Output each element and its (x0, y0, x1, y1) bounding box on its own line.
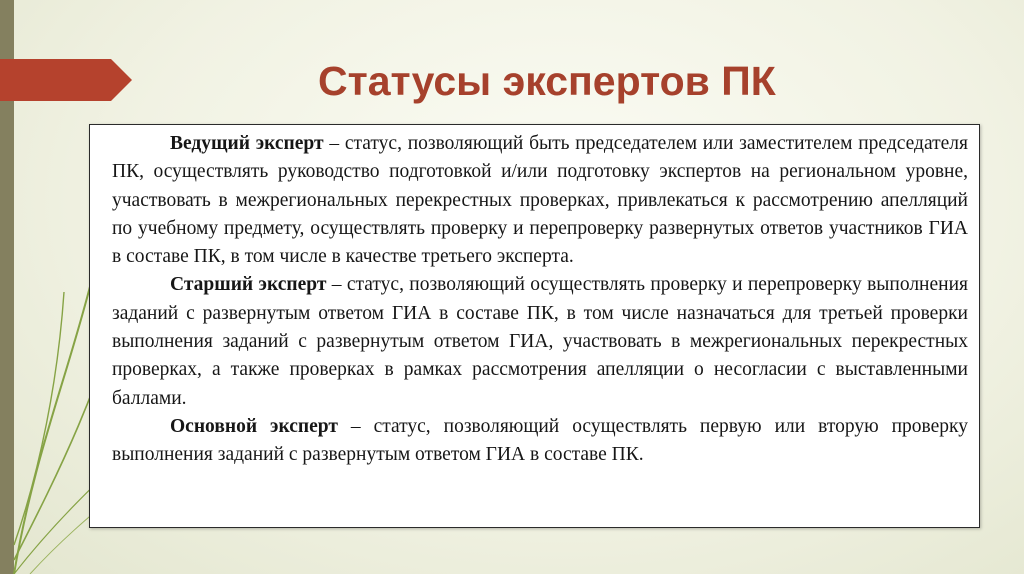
definition-main-expert: – статус, позволяющий осуществлять первую или вторую проверку выполнения заданий с развернутым ответом ГИА в составе ПК. (112, 415, 969, 466)
paragraph-lead-expert (112, 130, 968, 271)
title-arrow-shape (0, 59, 132, 101)
term-lead-expert: Ведущий эксперт (170, 133, 324, 154)
definition-lead-expert: – статус, позволяющий быть председателем или заместителем председателя ПК, осуществлять руководство подготовкой и/или подготовку экспертов на региональном уровне, участвовать в межрегиональных перекрестных проверках, привлекаться к рассмотрению апелляций по учебному предмету, осуществлять проверку и перепроверку развернутых ответов участников ГИА в составе ПК, в том числе в качестве третьего эксперта. (112, 133, 968, 268)
paragraph-senior-expert (112, 271, 968, 412)
text-box (89, 124, 980, 528)
definition-senior-expert: – статус, позволяющий осуществлять проверку и перепроверку выполнения заданий с развернутым ответом ГИА в составе ПК, в том числе назначаться для третьей проверки выполнения заданий с развернутым ответом ГИА, участвовать в межрегиональных перекрестных проверках, а также проверках в рамках рассмотрения апелляции о несогласии с выставленными баллами. (112, 274, 968, 409)
slide-title: Статусы экспертов ПК (318, 58, 776, 104)
paragraph-main-expert (112, 413, 968, 470)
term-main-expert: Основной эксперт (170, 415, 338, 437)
term-senior-expert: Старший эксперт (170, 274, 327, 296)
